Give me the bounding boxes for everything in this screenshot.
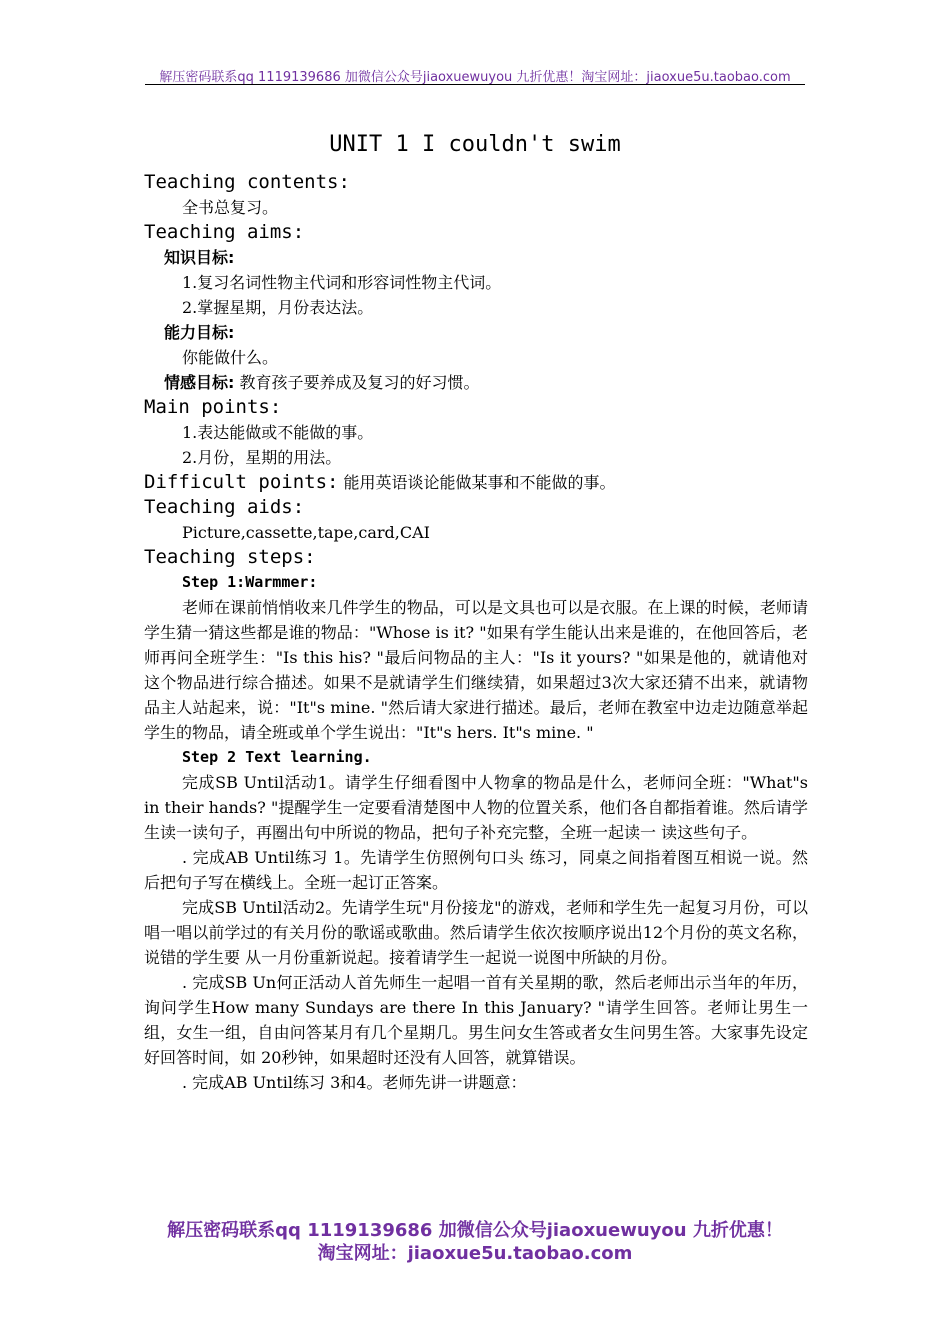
step-2-paragraph-a: 完成SB Until活动1。请学生仔细看图中人物拿的物品是什么，老师问全班："What"s in their hands? "提醒学生一定要看清楚图中人物的位置关系，他们各自都指着谁。然后请学生读一读句子，再圈出句中所说的物品，把句子补充完整，全班一起读一 读这些句子。 — [144, 773, 808, 842]
difficult-points-row — [144, 470, 808, 495]
step-2-paragraph-b: . 完成AB Until练习 1。先请学生仿照例句口头 练习，同桌之间指着图互相说一说。然后把句子写在横线上。全班一起订正答案。 — [144, 848, 808, 892]
contents-heading: Teaching contents: — [144, 171, 350, 193]
knowledge-item-2: 2.掌握星期，月份表达法。 — [182, 298, 374, 317]
aims-heading: Teaching aims: — [144, 221, 305, 243]
step-2-paragraph-d: . 完成SB Un何正活动人首先师生一起唱一首有关星期的歌，然后老师出示当年的年历，询问学生How many Sundays are there In this January? "请学生回答。老师让男生一组，女生一组，自由问答某月有几个星期几。男生问女生答或者女生问男生答。大家事先设定好回答时间，如 20秒钟，如果超时还没有人回答，就算错误。 — [144, 973, 808, 1067]
step-2-paragraph-c: 完成SB Until活动2。先请学生玩"月份接龙"的游戏，老师和学生先一起复习月份，可以唱一唱以前学过的有关月份的歌谣或歌曲。然后请学生依次按顺序说出12个月份的英文名称，说错的学生要 从一月份重新说起。接着请学生一起说一说图中所缺的月份。 — [144, 898, 808, 967]
header-promo-text: 解压密码联系qq 1119139686 加微信公众号jiaoxuewuyou 九折优惠！淘宝网址：jiaoxue5u.taobao.com — [159, 70, 791, 85]
aids-line: Picture,cassette,tape,card,CAI — [182, 523, 430, 542]
contents-line: 全书总复习。 — [182, 198, 279, 217]
step-1-paragraph: 老师在课前悄悄收来几件学生的物品，可以是文具也可以是衣服。在上课的时候，老师请学生猜一猜这些都是谁的物品："Whose is it? "如果有学生能认出来是谁的，在他回答后，老师再问全班学生："Is this his? "最后问物品的主人："Is it yours? "如果是他的，就请他对这个物品进行综合描述。如果不是就请学生们继续猜，如果超过3次大家还猜不出来，就请物品主人站起来，说："It"s mine. "然后请大家进行描述。最后，老师在教室中边走边随意举起学生的物品，请全班或单个学生说出："It"s hers. It"s mine. " — [144, 598, 808, 742]
emotion-row — [144, 370, 808, 395]
step-1-title: Step 1:Warmmer: — [182, 573, 318, 591]
difficult-points-heading: Difficult points: — [144, 471, 339, 493]
aids-heading: Teaching aids: — [144, 496, 305, 518]
main-point-2: 2.月份，星期的用法。 — [182, 448, 342, 467]
main-point-1: 1.表达能做或不能做的事。 — [182, 423, 374, 442]
knowledge-label: 知识目标: — [164, 248, 235, 267]
footer-line-2: 淘宝网址：jiaoxue5u.taobao.com — [317, 1243, 633, 1264]
emotion-label: 情感目标: — [164, 373, 235, 392]
footer-line-1: 解压密码联系qq 1119139686 加微信公众号jiaoxuewuyou 九折优惠！ — [167, 1220, 783, 1241]
steps-heading: Teaching steps: — [144, 546, 316, 568]
step-2-paragraph-e: . 完成AB Until练习 3和4。老师先讲一讲题意： — [182, 1073, 527, 1092]
footer-promo — [0, 1219, 950, 1265]
knowledge-item-1: 1.复习名词性物主代词和形容词性物主代词。 — [182, 273, 502, 292]
emotion-text: 教育孩子要养成及复习的好习惯。 — [234, 373, 480, 392]
ability-item-1: 你能做什么。 — [182, 348, 279, 367]
ability-label: 能力目标: — [164, 323, 235, 342]
document-body — [144, 170, 808, 1095]
step-2-title: Step 2 Text learning. — [182, 748, 372, 766]
difficult-points-text: 能用英语谈论能做某事和不能做的事。 — [338, 473, 616, 492]
main-points-heading: Main points: — [144, 396, 282, 418]
page-title: UNIT 1 I couldn't swim — [329, 132, 621, 157]
header-divider — [145, 84, 805, 85]
